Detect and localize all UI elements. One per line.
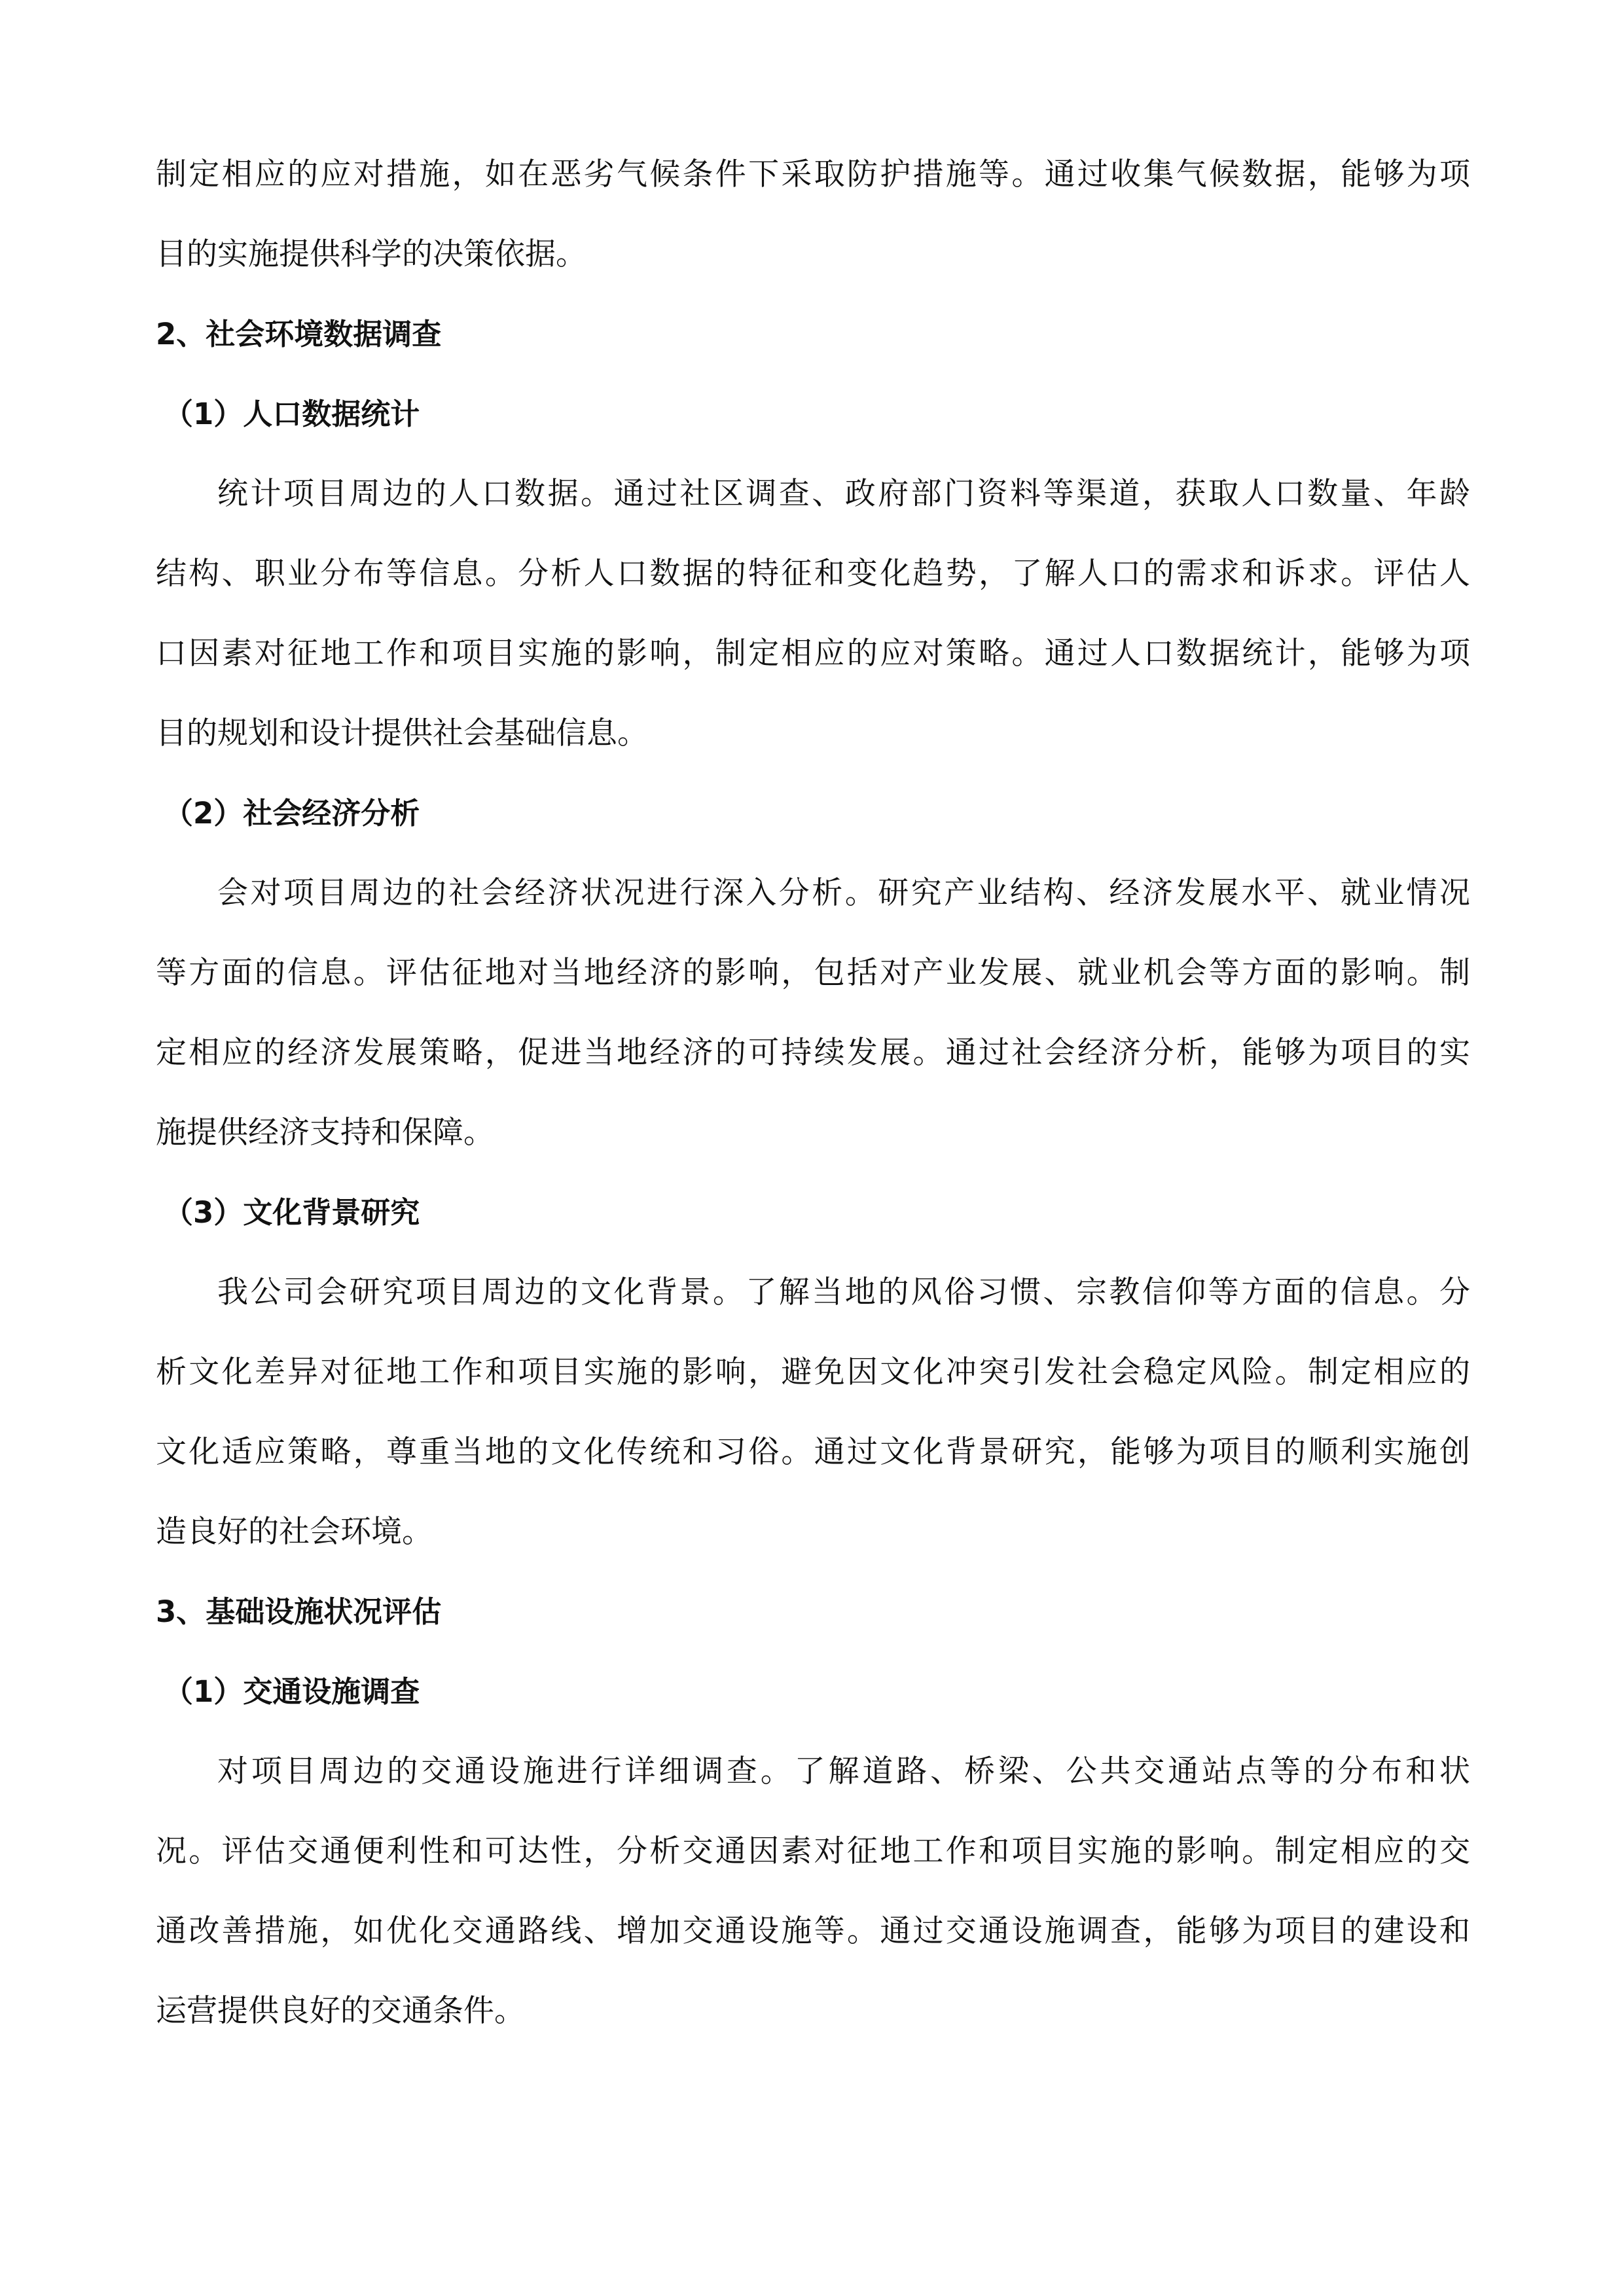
section-2-title: 2、社会环境数据调查 — [156, 317, 442, 351]
section-3-1-paragraph-line-1: 对项目周边的交通设施进行详细调查。了解道路、桥梁、公共交通站点等的分布和状 — [217, 1753, 1470, 1789]
section-2-2-paragraph-line-2: 等方面的信息。评估征地对当地经济的影响，包括对产业发展、就业机会等方面的影响。制 — [156, 955, 1470, 991]
intro-paragraph-line-1: 制定相应的应对措施，如在恶劣气候条件下采取防护措施等。通过收集气候数据，能够为项 — [156, 156, 1470, 192]
section-2-2-title: （2）社会经济分析 — [164, 796, 420, 831]
section-2-1-paragraph-line-2: 结构、职业分布等信息。分析人口数据的特征和变化趋势，了解人口的需求和诉求。评估人 — [156, 556, 1470, 592]
page-content — [156, 135, 1470, 2051]
section-3-title: 3、基础设施状况评估 — [156, 1594, 442, 1629]
intro-paragraph-line-2: 目的实施提供科学的决策依据。 — [156, 236, 586, 272]
section-2-3-title: （3）文化背景研究 — [164, 1195, 420, 1230]
section-2-2-paragraph-line-4: 施提供经济支持和保障。 — [156, 1115, 494, 1151]
section-3-1-paragraph-line-4: 运营提供良好的交通条件。 — [156, 1993, 525, 2029]
section-3-1-paragraph-line-3: 通改善措施，如优化交通路线、增加交通设施等。通过交通设施调查，能够为项目的建设和 — [156, 1913, 1470, 1949]
section-2-2-paragraph-line-1: 会对项目周边的社会经济状况进行深入分析。研究产业结构、经济发展水平、就业情况 — [217, 875, 1470, 911]
section-2-1-title: （1）人口数据统计 — [164, 397, 420, 431]
section-2-3-paragraph-line-4: 造良好的社会环境。 — [156, 1514, 433, 1550]
section-2-1-paragraph-line-1: 统计项目周边的人口数据。通过社区调查、政府部门资料等渠道，获取人口数量、年龄 — [217, 476, 1470, 512]
section-2-1-paragraph-line-4: 目的规划和设计提供社会基础信息。 — [156, 715, 648, 751]
section-2-3-paragraph-line-1: 我公司会研究项目周边的文化背景。了解当地的风俗习惯、宗教信仰等方面的信息。分 — [217, 1274, 1470, 1310]
section-2-3-paragraph-line-2: 析文化差异对征地工作和项目实施的影响，避免因文化冲突引发社会稳定风险。制定相应的 — [156, 1354, 1470, 1390]
section-2-3-paragraph-line-3: 文化适应策略，尊重当地的文化传统和习俗。通过文化背景研究，能够为项目的顺利实施创 — [156, 1434, 1470, 1470]
section-2-1-paragraph-line-3: 口因素对征地工作和项目实施的影响，制定相应的应对策略。通过人口数据统计，能够为项 — [156, 636, 1470, 672]
section-3-1-paragraph-line-2: 况。评估交通便利性和可达性，分析交通因素对征地工作和项目实施的影响。制定相应的交 — [156, 1833, 1470, 1869]
section-3-1-title: （1）交通设施调查 — [164, 1674, 420, 1709]
section-2-2-paragraph-line-3: 定相应的经济发展策略，促进当地经济的可持续发展。通过社会经济分析，能够为项目的实 — [156, 1035, 1470, 1071]
